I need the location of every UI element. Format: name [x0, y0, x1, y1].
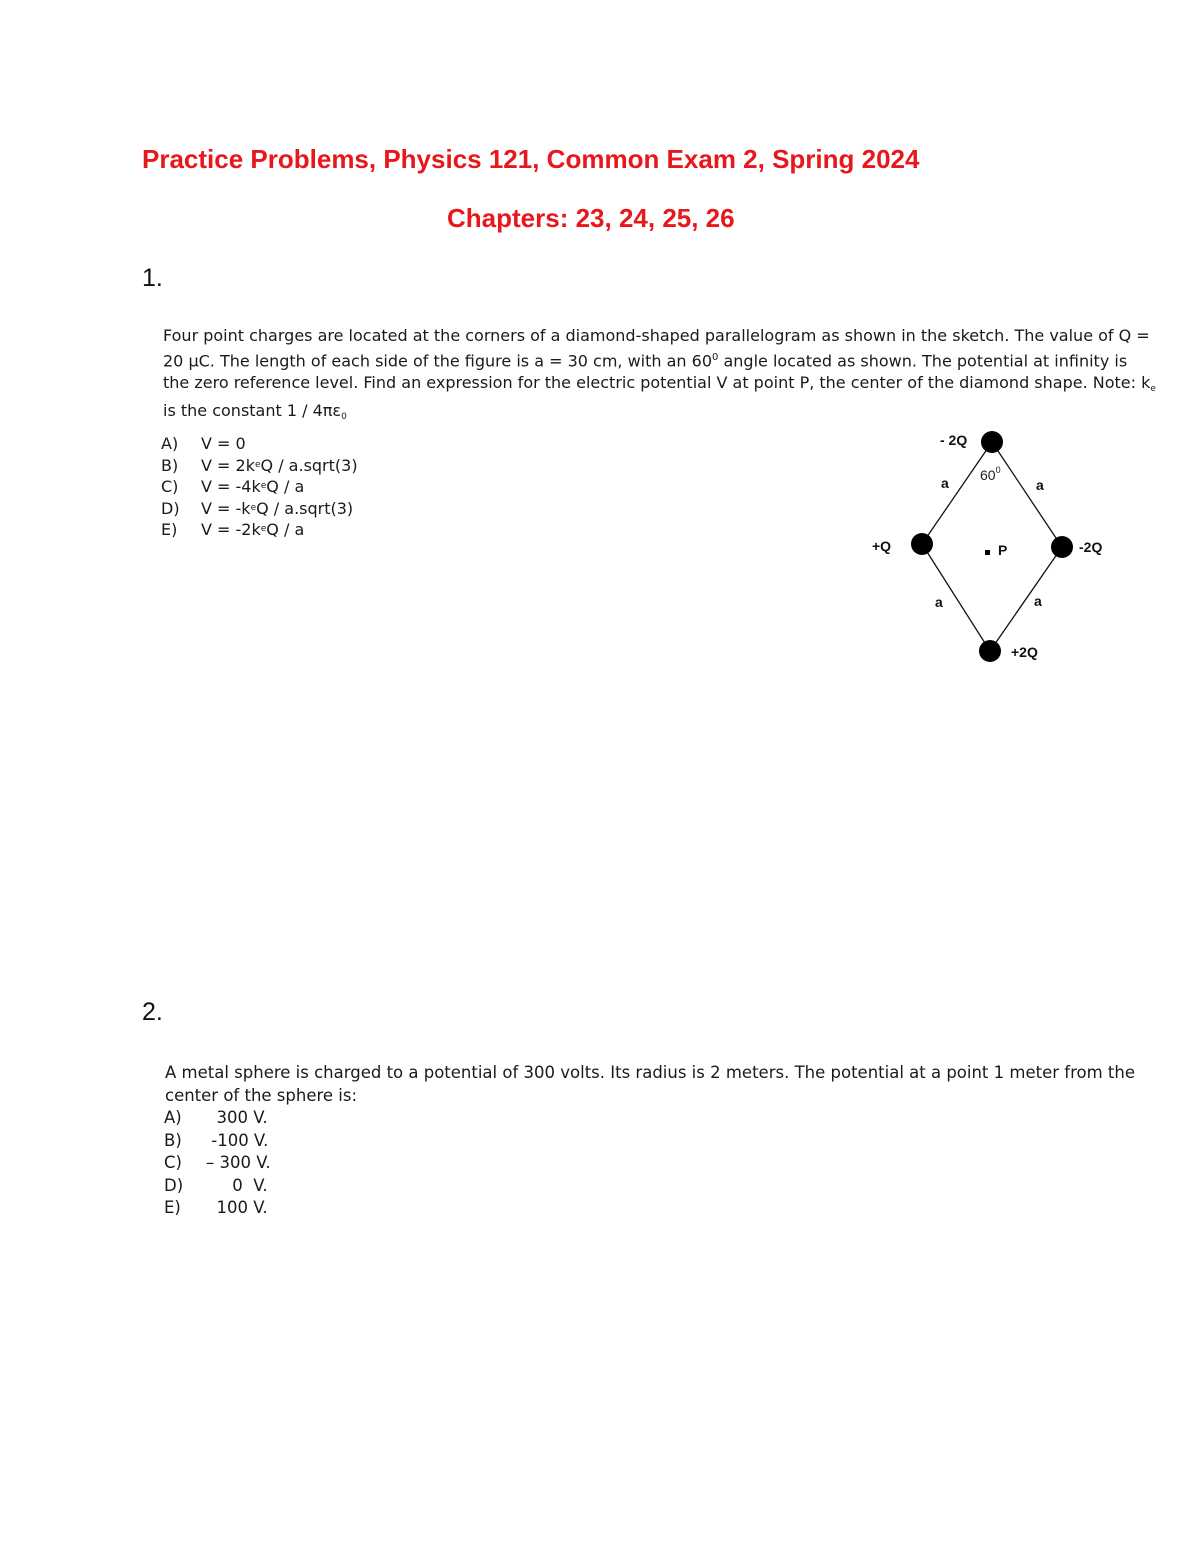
problem-2-options	[164, 1107, 271, 1220]
problem-1-line-2: 20 µC. The length of each side of the figure is a = 30 cm, with an $60^0$ angle located as shown. The potential at infinity is	[163, 351, 1128, 371]
problem-2-line-2: center of the sphere is:	[165, 1086, 358, 1105]
right-charge-label: -2Q	[1079, 539, 1103, 555]
option-c[interactable]: C) V = -4k e Q / a	[161, 477, 305, 496]
charge-bottom-dot	[979, 640, 1001, 662]
option-e[interactable]: E) 100 V.	[164, 1198, 268, 1217]
problem-1-number: 1.	[142, 264, 163, 292]
point-p-marker	[985, 550, 990, 555]
problem-1-statement	[163, 325, 1156, 428]
side-label-bottom-right: a	[1034, 593, 1042, 609]
charge-top-dot	[981, 431, 1003, 453]
problem-1-line-4: is the constant $1 / 4\pi\varepsilon_0$	[163, 401, 347, 423]
bottom-charge-label: +2Q	[1011, 644, 1038, 660]
center-point-label: P	[998, 542, 1008, 558]
option-b[interactable]: B) -100 V.	[164, 1130, 269, 1150]
problem-1-line-1: Four point charges are located at the corners of a diamond-shaped parallelogram as shown in the sketch. The value of Q =	[163, 326, 1150, 345]
page-title: Practice Problems, Physics 121, Common Exam 2, Spring 2024	[142, 144, 920, 174]
problem-2-statement	[165, 1061, 1135, 1107]
option-d[interactable]: D) V = -k e Q / a.sqrt(3)	[161, 498, 354, 518]
option-c[interactable]: C) – 300 V.	[164, 1153, 271, 1172]
top-charge-label: - 2Q	[940, 432, 968, 448]
chapters-heading: Chapters: 23, 24, 25, 26	[447, 203, 735, 233]
option-d[interactable]: D) 0 V.	[164, 1175, 268, 1195]
problem-2-line-1: A metal sphere is charged to a potential of 300 volts. Its radius is 2 meters. The potential at a point 1 meter from the	[165, 1063, 1135, 1082]
problem-2-number: 2.	[142, 998, 163, 1026]
side-label-bottom-left: a	[935, 594, 943, 610]
side-label-top-left: a	[941, 475, 949, 491]
charge-diagram	[860, 420, 1120, 670]
option-a[interactable]: A) 300 V.	[164, 1108, 268, 1127]
problem-1-options	[161, 433, 358, 541]
problem-1-line-3: the zero reference level. Find an expression for the electric potential V at point P, the center of the diamond shape. Note: $k_e$	[163, 373, 1156, 395]
charge-left-dot	[911, 533, 933, 555]
left-charge-label: +Q	[872, 538, 892, 554]
option-a[interactable]: A) V = 0	[161, 434, 246, 453]
side-label-top-right: a	[1036, 477, 1044, 493]
option-b[interactable]: B) V = 2k e Q / a.sqrt(3)	[161, 455, 358, 475]
charge-right-dot	[1051, 536, 1073, 558]
option-e[interactable]: E) V = -2k e Q / a	[161, 520, 305, 539]
angle-label: $60^0$	[980, 465, 1001, 483]
